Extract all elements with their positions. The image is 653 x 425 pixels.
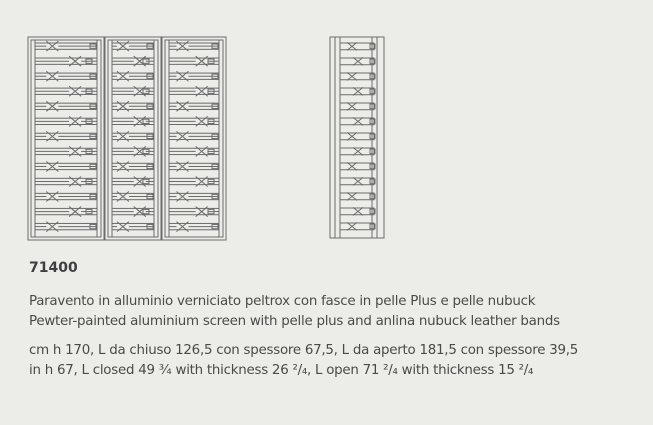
side-band-cross	[353, 87, 363, 95]
side-band-cross	[353, 207, 363, 215]
side-band	[340, 73, 374, 80]
front-view-drawing	[28, 37, 226, 240]
side-band	[340, 148, 374, 155]
side-band	[340, 103, 374, 110]
side-band	[340, 118, 374, 125]
side-band	[340, 178, 374, 185]
side-band	[340, 223, 374, 230]
side-band-cross	[353, 147, 363, 155]
dimensions-cm: cm h 170, L da chiuso 126,5 con spessore 67,5, L da aperto 181,5 con spessore 39,5	[29, 343, 579, 358]
side-band	[340, 163, 374, 170]
side-band	[340, 43, 374, 50]
description-italian: Paravento in alluminio verniciato peltrox con fasce in pelle Plus e pelle nubuck	[29, 294, 536, 309]
side-band-cross	[347, 132, 357, 140]
side-band	[340, 208, 374, 215]
dimensions-inches: in h 67, L closed 49 ¾ with thickness 26 ²/₄, L open 71 ²/₄ with thickness 15 ²/₄	[29, 363, 534, 378]
side-band-cross	[347, 162, 357, 170]
product-code: 71400	[29, 260, 78, 276]
side-band-cross	[347, 192, 357, 200]
side-view-drawing	[330, 37, 384, 238]
side-band	[340, 133, 374, 140]
side-band-cross	[347, 42, 357, 50]
side-band-cross	[353, 117, 363, 125]
description-english: Pewter-painted aluminium screen with pelle plus and anlina nubuck leather bands	[29, 314, 560, 329]
side-band	[340, 58, 374, 65]
side-band-cross	[347, 102, 357, 110]
side-band-cross	[347, 222, 357, 230]
side-band-cross	[353, 177, 363, 185]
side-band	[340, 193, 374, 200]
side-band	[340, 88, 374, 95]
side-band-cross	[353, 57, 363, 65]
side-band-cross	[347, 72, 357, 80]
